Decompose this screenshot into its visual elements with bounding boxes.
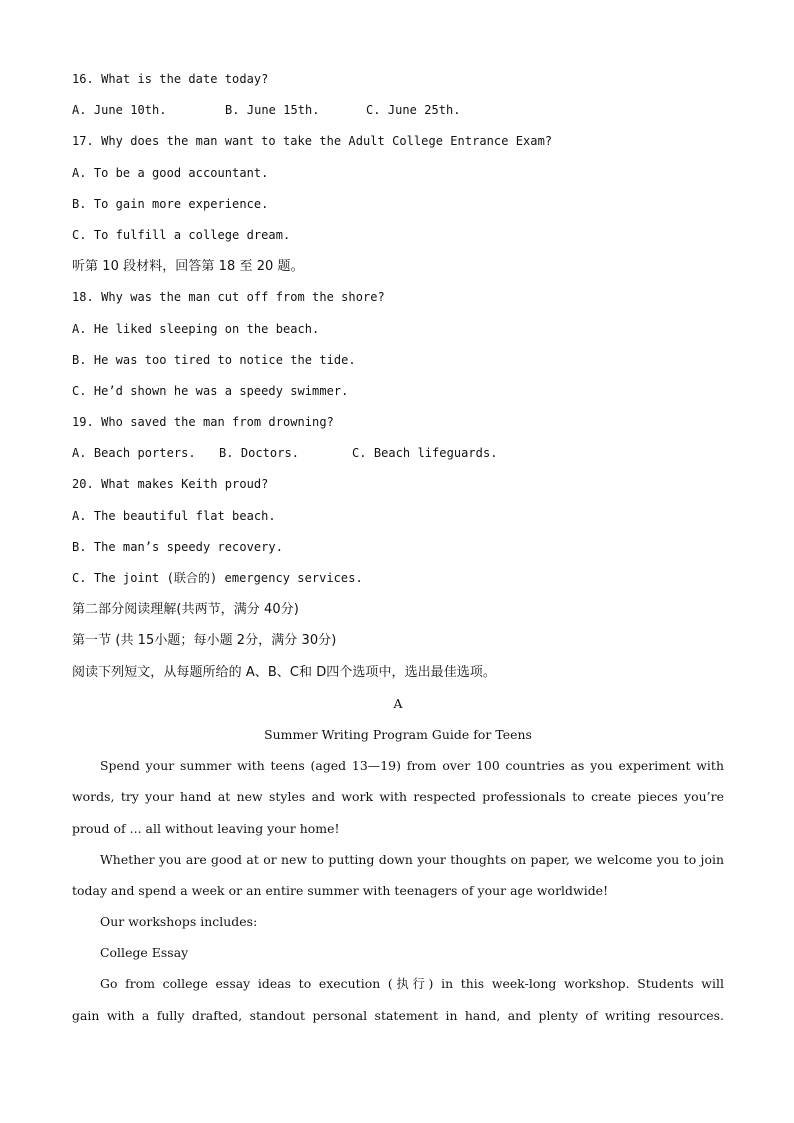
option-a: A. To be a good accountant. <box>72 165 269 180</box>
option-b: B. He was too tired to notice the tide. <box>72 352 356 367</box>
question-18: 18. Why was the man cut off from the shore? <box>72 290 385 305</box>
option-c: C. June 25th. <box>366 103 461 118</box>
option-a: A. Beach porters. <box>72 446 196 461</box>
workshop-name: College Essay <box>100 945 189 961</box>
option-c: C. Beach lifeguards. <box>352 446 498 461</box>
question-17: 17. Why does the man want to take the Adult College Entrance Exam? <box>72 134 553 149</box>
option-a: A. June 10th. <box>72 103 167 118</box>
option-c: C. He’d shown he was a speedy swimmer. <box>72 383 349 398</box>
question-16: 16. What is the date today? <box>72 72 269 86</box>
paragraph-line: proud of ... all without leaving your home! <box>72 820 340 836</box>
option-c: C. To fulfill a college dream. <box>72 227 291 242</box>
option-b: B. To gain more experience. <box>72 196 269 211</box>
part-two-title: 第二部分阅读理解(共两节，满分 40分) <box>72 602 299 618</box>
passage-letter: A <box>393 695 403 711</box>
paragraph-line: Go from college essay ideas to execution (执行) in this week-long workshop. Students will <box>100 976 724 992</box>
paragraph-line: Spend your summer with teens (aged 13—19) from over 100 countries as you experiment with <box>100 758 724 774</box>
document-page <box>72 64 724 1031</box>
question-19-options <box>72 438 724 469</box>
option-c: C. The joint (联合的) emergency services. <box>72 571 363 585</box>
paragraph-line: Whether you are good at or new to putting down your thoughts on paper, we welcome you to join <box>100 851 724 867</box>
paragraph-line: gain with a fully drafted, standout personal statement in hand, and plenty of writing resources. <box>72 1007 724 1023</box>
question-19: 19. Who saved the man from drowning? <box>72 415 334 430</box>
option-b: B. June 15th. <box>225 103 320 118</box>
workshops-intro: Our workshops includes: <box>100 914 258 930</box>
option-b: B. Doctors. <box>219 446 300 461</box>
paragraph-line: today and spend a week or an entire summer with teenagers of your age worldwide! <box>72 882 609 898</box>
section-one-title: 第一节 (共 15小题；每小题 2分，满分 30分) <box>72 633 337 649</box>
question-16-options <box>72 95 724 126</box>
option-a: A. He liked sleeping on the beach. <box>72 321 320 336</box>
option-b: B. The man’s speedy recovery. <box>72 539 283 554</box>
question-20: 20. What makes Keith proud? <box>72 477 269 492</box>
option-a: A. The beautiful flat beach. <box>72 508 276 523</box>
section-10-instruction: 听第 10 段材料，回答第 18 至 20 题。 <box>72 259 304 275</box>
paragraph-line: words, try your hand at new styles and work with respected professionals to create pieces you’re <box>72 789 724 805</box>
reading-instruction: 阅读下列短文，从每题所给的 A、B、C和 D四个选项中，选出最佳选项。 <box>72 664 496 680</box>
passage-title: Summer Writing Program Guide for Teens <box>264 726 532 742</box>
